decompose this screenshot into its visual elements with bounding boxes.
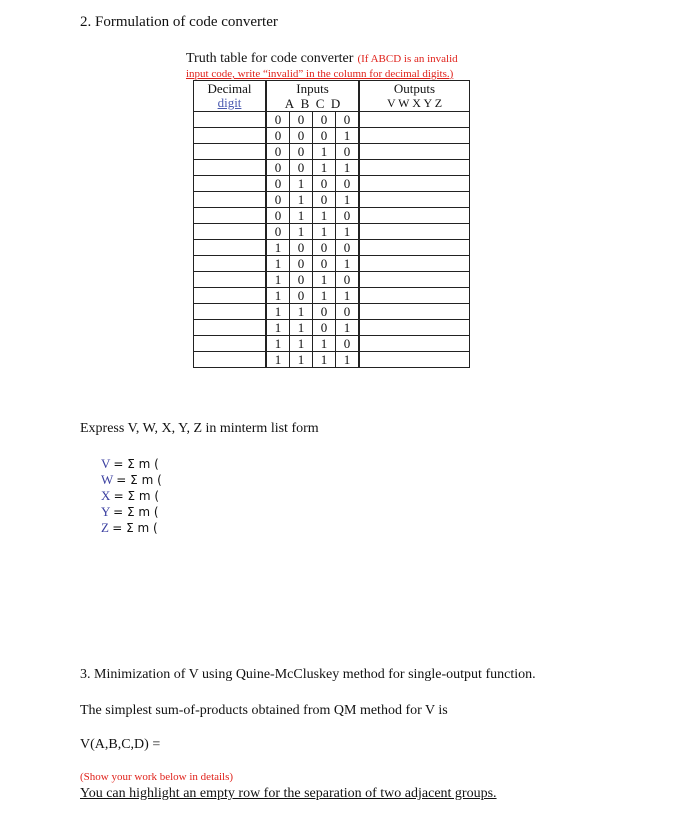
input-bit-a: 0 — [266, 160, 290, 176]
input-bit-c: 1 — [313, 224, 336, 240]
input-bit-d: 1 — [336, 192, 360, 208]
decimal-digit-cell[interactable] — [194, 160, 267, 176]
truth-table — [193, 80, 470, 368]
input-bit-b: 1 — [290, 208, 313, 224]
decimal-digit-cell[interactable] — [194, 304, 267, 320]
decimal-digit-cell[interactable] — [194, 256, 267, 272]
input-bit-d: 1 — [336, 288, 360, 304]
input-label-c: C — [315, 96, 325, 111]
caption-note-line2: input code, write “invalid” in the column for decimal digits.) — [186, 68, 454, 80]
input-bit-a: 1 — [266, 240, 290, 256]
outputs-cell[interactable] — [359, 128, 470, 144]
equation-v — [101, 456, 162, 472]
equation-w — [101, 472, 162, 488]
outputs-cell[interactable] — [359, 192, 470, 208]
equation-z — [101, 520, 162, 536]
input-bit-d: 1 — [336, 160, 360, 176]
decimal-digit-cell[interactable] — [194, 128, 267, 144]
input-bit-d: 0 — [336, 240, 360, 256]
decimal-digit-cell[interactable] — [194, 320, 267, 336]
input-bit-a: 1 — [266, 304, 290, 320]
table-row — [194, 320, 470, 336]
input-bit-d: 0 — [336, 336, 360, 352]
table-row — [194, 192, 470, 208]
outputs-cell[interactable] — [359, 144, 470, 160]
input-bit-a: 1 — [266, 336, 290, 352]
decimal-digit-cell[interactable] — [194, 176, 267, 192]
input-bit-b: 1 — [290, 176, 313, 192]
table-row — [194, 128, 470, 144]
input-bit-c: 1 — [313, 288, 336, 304]
table-row — [194, 160, 470, 176]
table-row — [194, 112, 470, 128]
input-bit-c: 1 — [313, 352, 336, 368]
decimal-digit-cell[interactable] — [194, 224, 267, 240]
minterm-equations — [101, 456, 162, 536]
decimal-digit-cell[interactable] — [194, 240, 267, 256]
eq-rest-w: = Σ m ( — [116, 473, 162, 487]
caption-title: Truth table for code converter — [186, 51, 354, 66]
outputs-cell[interactable] — [359, 304, 470, 320]
input-bit-d: 0 — [336, 176, 360, 192]
simplest-sop-text: The simplest sum-of-products obtained from QM method for V is — [80, 703, 448, 718]
input-bit-c: 0 — [313, 320, 336, 336]
input-bit-c: 1 — [313, 144, 336, 160]
minterm-instruction: Express V, W, X, Y, Z in minterm list form — [80, 421, 319, 436]
eq-lhs-y: Y — [101, 504, 110, 519]
table-row — [194, 304, 470, 320]
input-bit-a: 0 — [266, 112, 290, 128]
outputs-cell[interactable] — [359, 208, 470, 224]
input-bit-d: 1 — [336, 128, 360, 144]
outputs-cell[interactable] — [359, 256, 470, 272]
input-bit-d: 0 — [336, 272, 360, 288]
input-bit-d: 0 — [336, 144, 360, 160]
input-bit-d: 1 — [336, 256, 360, 272]
highlight-note: You can highlight an empty row for the separation of two adjacent groups. — [80, 786, 497, 801]
header-inputs: Inputs — [266, 81, 359, 97]
section-3-heading: 3. Minimization of V using Quine-McCluskey method for single-output function. — [80, 667, 536, 682]
table-row — [194, 352, 470, 368]
input-bit-c: 1 — [313, 272, 336, 288]
input-bit-a: 1 — [266, 352, 290, 368]
input-bit-b: 1 — [290, 304, 313, 320]
input-bit-c: 0 — [313, 304, 336, 320]
table-row — [194, 208, 470, 224]
input-bit-b: 1 — [290, 336, 313, 352]
header-decimal-line2: digit — [217, 95, 242, 110]
eq-lhs-w: W — [101, 472, 114, 487]
input-bit-c: 1 — [313, 160, 336, 176]
decimal-digit-cell[interactable] — [194, 112, 267, 128]
output-labels: V W X Y Z — [359, 96, 470, 112]
decimal-digit-cell[interactable] — [194, 336, 267, 352]
outputs-cell[interactable] — [359, 176, 470, 192]
table-header-row — [194, 81, 470, 97]
input-bit-b: 1 — [290, 320, 313, 336]
outputs-cell[interactable] — [359, 224, 470, 240]
eq-rest-z: = Σ m ( — [112, 521, 158, 535]
header-outputs: Outputs — [359, 81, 470, 97]
input-bit-c: 1 — [313, 208, 336, 224]
input-bit-d: 1 — [336, 320, 360, 336]
input-bit-d: 1 — [336, 224, 360, 240]
input-bit-c: 0 — [313, 112, 336, 128]
decimal-digit-cell[interactable] — [194, 144, 267, 160]
outputs-cell[interactable] — [359, 288, 470, 304]
input-bit-a: 1 — [266, 272, 290, 288]
outputs-cell[interactable] — [359, 112, 470, 128]
outputs-cell[interactable] — [359, 352, 470, 368]
eq-lhs-x: X — [101, 488, 111, 503]
input-bit-a: 1 — [266, 288, 290, 304]
table-row — [194, 240, 470, 256]
table-row — [194, 256, 470, 272]
eq-rest-y: = Σ m ( — [113, 505, 159, 519]
input-bit-c: 1 — [313, 336, 336, 352]
input-bit-b: 0 — [290, 256, 313, 272]
input-label-b: B — [300, 96, 310, 111]
input-label-d: D — [330, 96, 341, 111]
header-decimal-line1: Decimal — [207, 81, 252, 96]
input-bit-c: 0 — [313, 256, 336, 272]
input-bit-b: 1 — [290, 352, 313, 368]
input-bit-b: 0 — [290, 128, 313, 144]
input-bit-a: 0 — [266, 192, 290, 208]
input-bit-b: 0 — [290, 144, 313, 160]
caption-note-line1: (If ABCD is an invalid — [357, 53, 458, 65]
eq-lhs-z: Z — [101, 520, 109, 535]
input-bit-b: 0 — [290, 112, 313, 128]
section-2-heading: 2. Formulation of code converter — [80, 14, 278, 30]
table-row — [194, 144, 470, 160]
equation-x — [101, 488, 162, 504]
outputs-cell[interactable] — [359, 160, 470, 176]
decimal-digit-cell[interactable] — [194, 352, 267, 368]
show-work-note: (Show your work below in details) — [80, 771, 234, 783]
input-bit-d: 1 — [336, 352, 360, 368]
input-bit-b: 0 — [290, 240, 313, 256]
decimal-digit-cell[interactable] — [194, 192, 267, 208]
input-bit-c: 0 — [313, 192, 336, 208]
equation-y — [101, 504, 162, 520]
table-row — [194, 272, 470, 288]
input-bit-b: 1 — [290, 224, 313, 240]
eq-rest-v: = Σ m ( — [113, 457, 159, 471]
input-bit-b: 0 — [290, 160, 313, 176]
truth-table-caption — [186, 51, 486, 81]
input-bit-d: 0 — [336, 112, 360, 128]
table-row — [194, 336, 470, 352]
input-bit-a: 0 — [266, 224, 290, 240]
table-row — [194, 288, 470, 304]
input-bit-b: 0 — [290, 272, 313, 288]
input-bit-a: 1 — [266, 320, 290, 336]
eq-lhs-v: V — [101, 456, 111, 471]
input-bit-b: 0 — [290, 288, 313, 304]
outputs-cell[interactable] — [359, 320, 470, 336]
input-bit-d: 0 — [336, 304, 360, 320]
outputs-cell[interactable] — [359, 336, 470, 352]
decimal-digit-cell[interactable] — [194, 272, 267, 288]
header-decimal — [194, 81, 267, 112]
input-bit-b: 1 — [290, 192, 313, 208]
input-bit-d: 0 — [336, 208, 360, 224]
eq-rest-x: = Σ m ( — [113, 489, 160, 503]
input-bit-a: 0 — [266, 208, 290, 224]
input-bit-a: 0 — [266, 144, 290, 160]
input-labels — [266, 96, 359, 112]
v-expression: V(A,B,C,D) = — [80, 737, 161, 752]
decimal-digit-cell[interactable] — [194, 288, 267, 304]
table-row — [194, 176, 470, 192]
outputs-cell[interactable] — [359, 240, 470, 256]
input-label-a: A — [284, 96, 295, 111]
input-bit-c: 0 — [313, 128, 336, 144]
outputs-cell[interactable] — [359, 272, 470, 288]
input-bit-a: 0 — [266, 176, 290, 192]
table-row — [194, 224, 470, 240]
input-bit-a: 1 — [266, 256, 290, 272]
decimal-digit-cell[interactable] — [194, 208, 267, 224]
input-bit-c: 0 — [313, 176, 336, 192]
input-bit-a: 0 — [266, 128, 290, 144]
input-bit-c: 0 — [313, 240, 336, 256]
